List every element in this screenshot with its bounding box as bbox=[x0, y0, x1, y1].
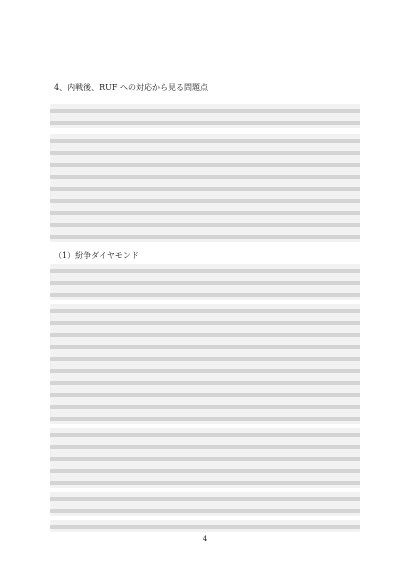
body-paragraph-5 bbox=[50, 428, 360, 488]
body-paragraph-7 bbox=[50, 520, 360, 532]
subsection-heading: （1）紛争ダイヤモンド bbox=[54, 251, 139, 260]
section-heading: 4、内戦後、RUF への対応から見る問題点 bbox=[54, 83, 208, 92]
page-number: 4 bbox=[202, 535, 208, 543]
body-paragraph-2 bbox=[50, 134, 360, 242]
body-paragraph-4 bbox=[50, 304, 360, 424]
body-paragraph-1 bbox=[50, 104, 360, 128]
body-paragraph-3 bbox=[50, 264, 360, 300]
body-paragraph-6 bbox=[50, 492, 360, 516]
